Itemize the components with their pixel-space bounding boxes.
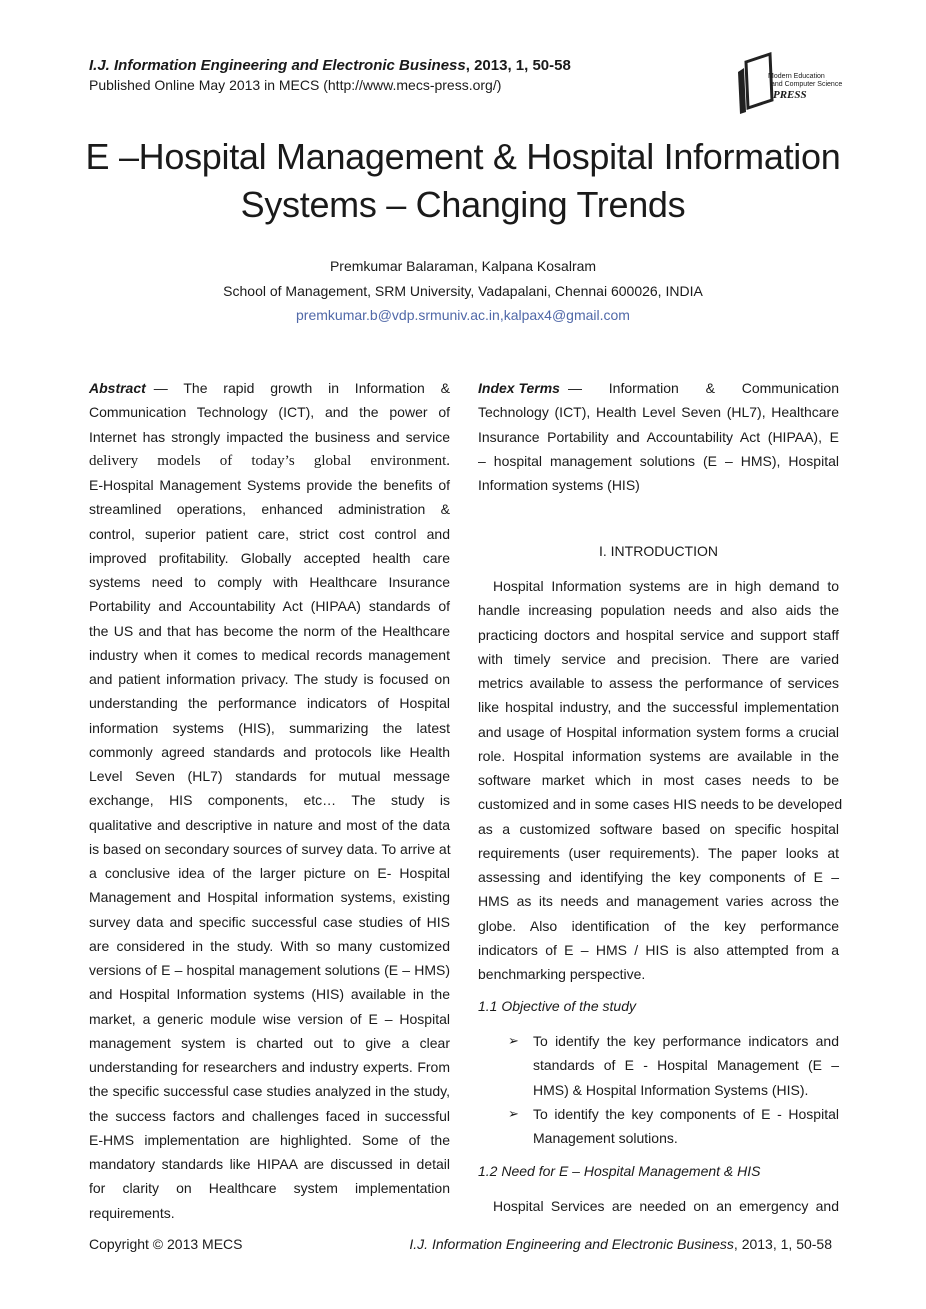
text-line: mandatory standards like HIPAA are discussed in detail xyxy=(89,1156,450,1172)
text-line-rest: — The rapid growth in Information & xyxy=(153,380,450,396)
published-line: Published Online May 2013 in MECS (http://www.mecs-press.org/) xyxy=(89,77,502,93)
text-line: Communication Technology (ICT), and the power of xyxy=(89,404,450,421)
text-line xyxy=(89,376,450,400)
logo-line: PRESS xyxy=(773,89,807,101)
bullet-arrow-icon: ➢ xyxy=(508,1106,519,1121)
journal-header xyxy=(89,57,571,74)
bullet-arrow-icon: ➢ xyxy=(508,1033,519,1048)
author-affiliation: School of Management, SRM University, Vadapalani, Chennai 600026, INDIA xyxy=(223,283,703,299)
text-line: control, superior patient care, strict cost control and xyxy=(89,525,450,542)
journal-issue: , 2013, 1, 50-58 xyxy=(465,57,571,74)
text-line: HMS) & Hospital Information Systems (HIS). xyxy=(533,1081,809,1098)
text-line: commonly agreed standards and protocols like Health xyxy=(89,743,450,760)
author-email[interactable]: premkumar.b@vdp.srmuniv.ac.in,kalpax4@gmail.com xyxy=(296,307,630,323)
text-line: Portability and Accountability Act (HIPAA) standards of xyxy=(89,598,450,615)
text-line: customized and in some cases HIS needs to be developed xyxy=(478,796,843,813)
text-line: qualitative and descriptive in nature and most of the data xyxy=(89,816,450,833)
text-line: survey data and specific successful case studies of HIS xyxy=(89,913,450,930)
text-line: like hospital industry, and the successful implementation xyxy=(478,699,839,716)
text-line: and Hospital Information systems (HIS) available in the xyxy=(89,986,450,1003)
footer-journal-name: I.J. Information Engineering and Electronic Business xyxy=(409,1236,734,1252)
text-line: for clarity on Healthcare system implementation xyxy=(89,1180,450,1197)
text-line: Level Seven (HL7) standards for mutual message xyxy=(89,768,450,784)
introduction-body xyxy=(478,574,843,986)
text-line: handle increasing population needs and also aids the xyxy=(478,602,839,619)
paper-title-line-1: E –Hospital Management & Hospital Information xyxy=(85,136,841,177)
publisher-logo xyxy=(730,50,850,116)
text-line: HMS as its needs and management varies across the xyxy=(478,893,839,910)
text-line: software market which in most cases needs to be xyxy=(478,772,839,788)
text-line: Internet has strongly impacted the business and service xyxy=(89,428,450,445)
text-line: systems need to comply with Healthcare Insurance xyxy=(89,574,450,590)
text-line: versions of E – hospital management solutions (E – HMS) xyxy=(89,962,450,978)
logo-line: Modern Education xyxy=(768,73,825,80)
logo-text xyxy=(768,73,842,102)
text-line: with timely service and precision. There are varied xyxy=(478,650,839,667)
footer-copyright: Copyright © 2013 MECS xyxy=(89,1236,243,1252)
text-line: To identify the key components of E - Hospital xyxy=(533,1106,839,1122)
text-line xyxy=(478,376,839,400)
author-names: Premkumar Balaraman, Kalpana Kosalram xyxy=(329,258,597,274)
text-line: practicing doctors and hospital service and support staff xyxy=(478,626,839,643)
text-line: standards of E - Hospital Management (E – xyxy=(533,1057,839,1074)
bullet-item xyxy=(533,1102,839,1151)
text-line: metrics available to assess the performance of services xyxy=(478,675,839,691)
text-line: industry when it comes to medical records management xyxy=(89,646,450,663)
text-line: To identify the key performance indicators and xyxy=(533,1033,839,1049)
text-line: as a customized software based on specific hospital xyxy=(478,820,839,837)
text-line: the success factors and challenges faced in successful xyxy=(89,1107,450,1124)
subsection-heading-objective: 1.1 Objective of the study xyxy=(478,998,636,1014)
text-line: and usage of Hospital information system forms a crucial xyxy=(478,723,839,740)
text-line: understanding for researchers and industry experts. From xyxy=(89,1059,450,1075)
subsection-heading-need: 1.2 Need for E – Hospital Management & HIS xyxy=(478,1163,761,1179)
logo-line: and Computer Science xyxy=(771,81,843,88)
abstract-label: Abstract xyxy=(89,380,146,396)
bullet-item xyxy=(533,1029,839,1102)
index-terms-section xyxy=(478,376,839,497)
text-line: streamlined operations, enhanced administration & xyxy=(89,501,450,518)
text-line: improved profitability. Globally accepted health care xyxy=(89,549,450,566)
text-line-rest: — Information & Communication xyxy=(567,380,839,396)
text-line: exchange, HIS components, etc… The study is xyxy=(89,792,450,809)
text-line: the US and that has become the norm of the Healthcare xyxy=(89,622,450,639)
text-line: E-Hospital Management Systems provide the benefits of xyxy=(89,477,450,493)
index-terms-label: Index Terms xyxy=(478,380,560,396)
text-line: globe. Also identification of the key performance xyxy=(478,917,839,934)
text-line: – hospital management solutions (E – HMS), Hospital xyxy=(478,452,839,469)
text-line: understanding the performance indicators of Hospital xyxy=(89,695,450,712)
text-line: benchmarking perspective. xyxy=(478,966,646,982)
text-line: Management and Hospital information systems, existing xyxy=(89,889,450,906)
introduction-heading: I. INTRODUCTION xyxy=(599,543,718,559)
text-line: information systems (HIS), summarizing the latest xyxy=(89,719,450,736)
text-line: are considered in the study. With so many customized xyxy=(89,937,450,954)
text-line: is based on secondary sources of survey data. To arrive at xyxy=(89,840,451,857)
footer-issue: , 2013, 1, 50-58 xyxy=(733,1236,832,1252)
text-line: the specific successful case studies analyzed in the study, xyxy=(89,1083,450,1100)
journal-name: I.J. Information Engineering and Electronic Business xyxy=(89,57,466,74)
text-line: role. Hospital information systems are available in the xyxy=(478,747,839,764)
abstract-section xyxy=(89,376,450,1225)
text-line: Management solutions. xyxy=(533,1130,678,1147)
text-line: assessing and identifying the key components of E – xyxy=(478,869,839,885)
text-line: Information systems (HIS) xyxy=(478,477,640,493)
need-body xyxy=(478,1194,839,1218)
text-line: market, a generic module wise version of E – Hospital xyxy=(89,1010,450,1027)
text-line: indicators of E – HMS / HIS is also attempted from a xyxy=(478,941,839,958)
text-line: Technology (ICT), Health Level Seven (HL7), Healthcare xyxy=(478,404,839,421)
text-line: Hospital Services are needed on an emergency and xyxy=(493,1198,839,1214)
text-line: Insurance Portability and Accountability Act (HIPAA), E xyxy=(478,428,839,445)
text-line: and patient information privacy. The study is focused on xyxy=(89,671,450,687)
footer-journal xyxy=(409,1236,832,1252)
text-line: E-HMS implementation are highlighted. Some of the xyxy=(89,1131,450,1148)
text-line: management system is charted out to give a clear xyxy=(89,1034,450,1051)
paper-title-line-2: Systems – Changing Trends xyxy=(240,184,686,225)
text-line: a conclusive idea of the larger picture on E- Hospital xyxy=(89,865,450,881)
text-line: requirements. xyxy=(89,1204,175,1221)
text-line: delivery models of today’s global environment. xyxy=(89,452,450,469)
text-line: requirements (user requirements). The paper looks at xyxy=(478,844,839,861)
text-line: Hospital Information systems are in high demand to xyxy=(493,578,839,594)
